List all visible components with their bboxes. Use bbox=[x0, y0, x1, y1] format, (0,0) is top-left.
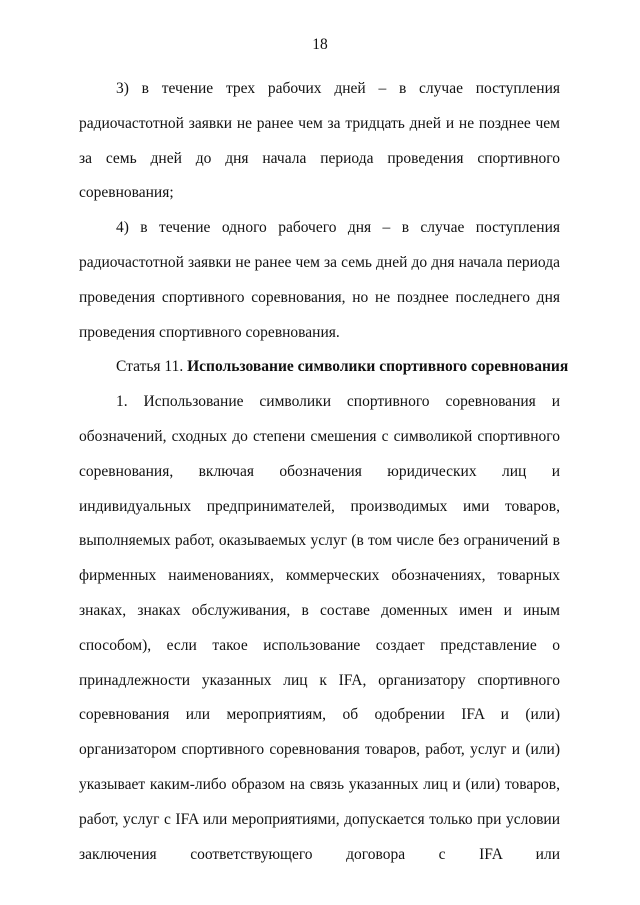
document-body bbox=[79, 72, 569, 872]
article-label: Статья 11. bbox=[116, 358, 184, 376]
article-title: Использование символики спортивного соревнования bbox=[187, 358, 569, 376]
paragraph-item-4: 4) в течение одного рабочего дня – в случае поступления радиочастотной заявки не ранее чем за семь дней до дня начала периода проведения спортивного соревнования, но не позднее последнего дня проведения спортивного соревнования. bbox=[79, 219, 560, 341]
page-number: 18 bbox=[312, 36, 328, 53]
article-heading bbox=[79, 350, 569, 385]
paragraph-item-3: 3) в течение трех рабочих дней – в случае поступления радиочастотной заявки не ранее чем за тридцать дней и не позднее чем за семь дней до дня начала периода проведения спортивного соревнования; bbox=[79, 80, 560, 202]
paragraph-clause-1: 1. Использование символики спортивного соревнования и обозначений, сходных до степени смешения с символикой спортивного соревнования, включая обозначения юридических лиц и индивидуальных предпринимателей, производимых ими товаров, выполняемых работ, оказываемых услуг (в том числе без ограничений в фирменных наименованиях, коммерческих обозначениях, товарных знаках, знаках обслуживания, в составе доменных имен и иным способом), если такое использование создает представление о принадлежности указанных лиц к IFA, организатору спортивного соревнования или мероприятиям, об одобрении IFA и (или) организатором спортивного соревнования товаров, работ, услуг и (или) указывает каким-либо образом на связь указанных лиц и (или) товаров, работ, услуг с IFA или мероприятиями, допускается только при условии заключения соответствующего договора с IFA или bbox=[79, 393, 560, 863]
